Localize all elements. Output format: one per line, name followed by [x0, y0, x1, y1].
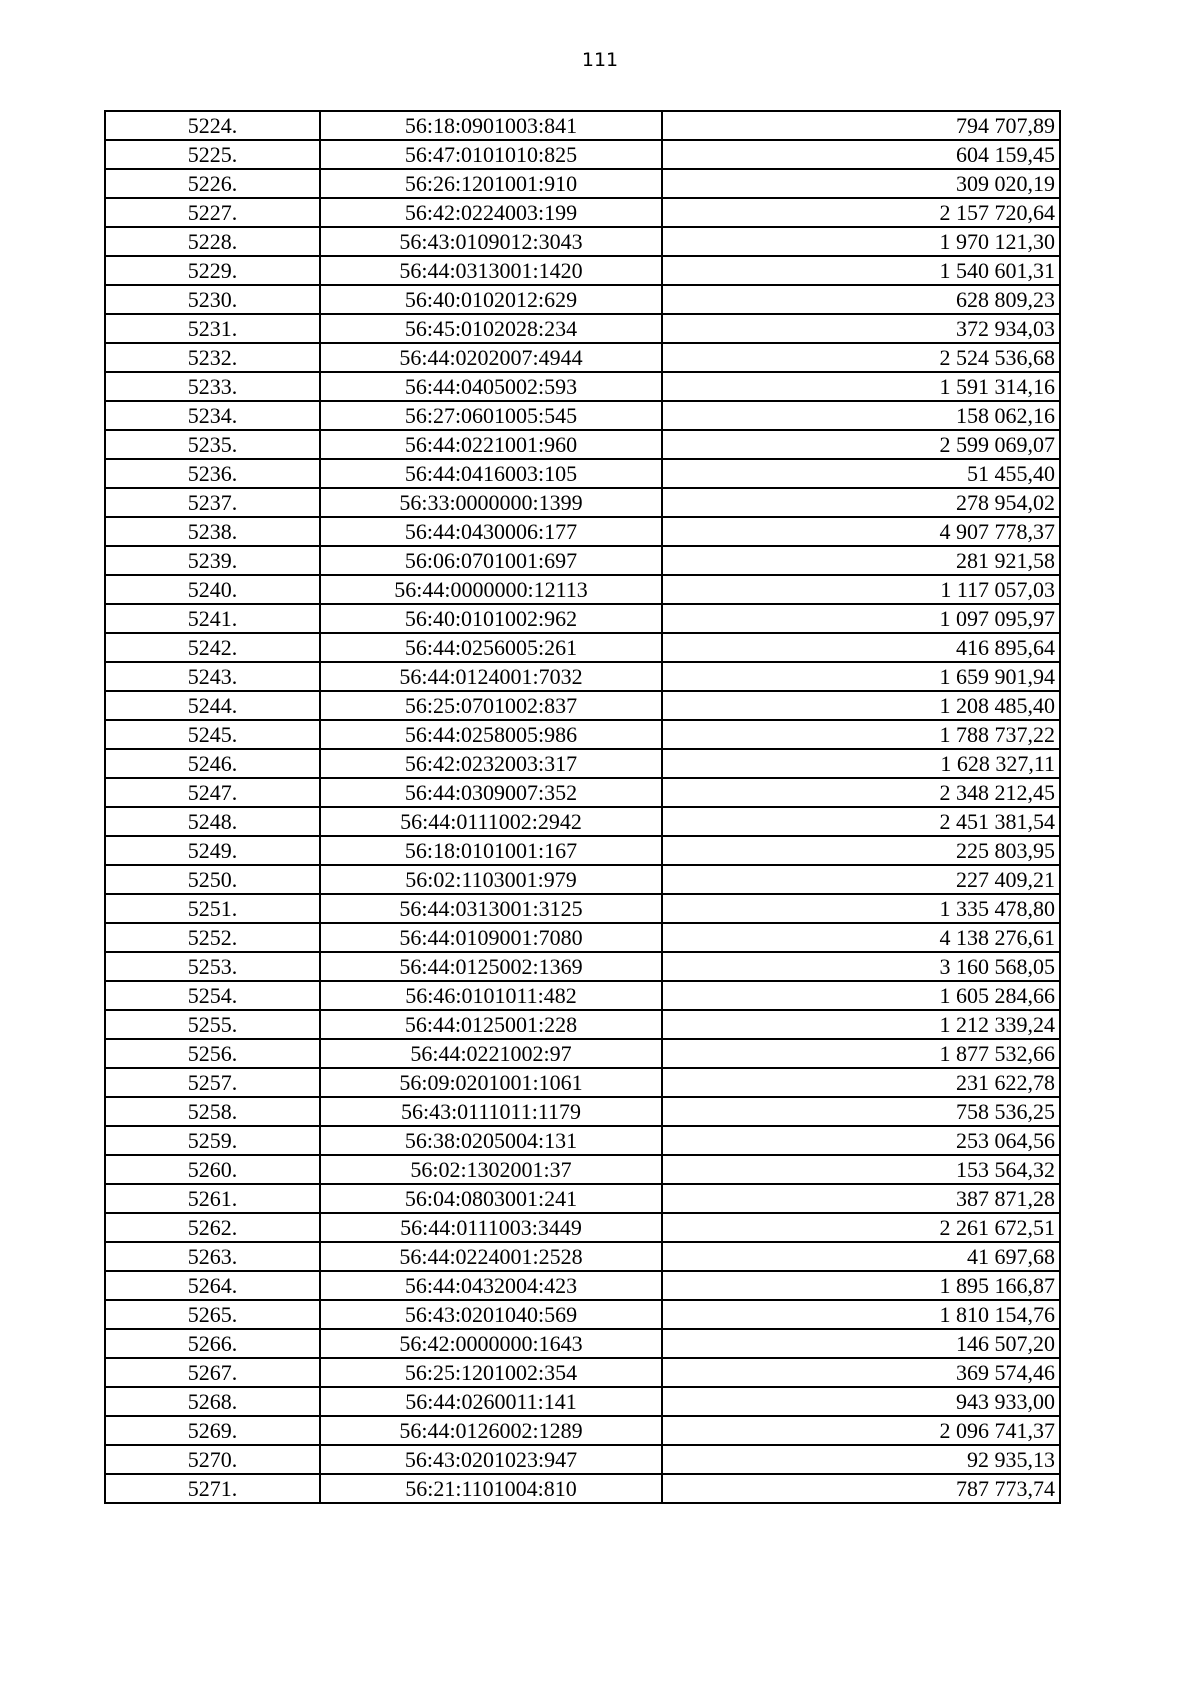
- row-number-cell: 5238.: [105, 517, 320, 546]
- row-number-cell: 5256.: [105, 1039, 320, 1068]
- row-number-cell: 5260.: [105, 1155, 320, 1184]
- cadastral-number-cell: 56:44:0221002:97: [320, 1039, 662, 1068]
- cadastral-value-cell: 2 524 536,68: [662, 343, 1060, 372]
- cadastral-number-cell: 56:44:0111003:3449: [320, 1213, 662, 1242]
- table-row: [105, 1416, 1060, 1445]
- table-row: [105, 720, 1060, 749]
- cadastral-value-cell: 372 934,03: [662, 314, 1060, 343]
- cadastral-number-cell: 56:44:0111002:2942: [320, 807, 662, 836]
- table-row: [105, 1213, 1060, 1242]
- table-row: [105, 1445, 1060, 1474]
- row-number-cell: 5254.: [105, 981, 320, 1010]
- cadastral-number-cell: 56:44:0126002:1289: [320, 1416, 662, 1445]
- cadastral-value-cell: 787 773,74: [662, 1474, 1060, 1503]
- cadastral-value-cell: 231 622,78: [662, 1068, 1060, 1097]
- row-number-cell: 5233.: [105, 372, 320, 401]
- row-number-cell: 5240.: [105, 575, 320, 604]
- cadastral-value-cell: 1 605 284,66: [662, 981, 1060, 1010]
- table-row: [105, 1039, 1060, 1068]
- row-number-cell: 5261.: [105, 1184, 320, 1213]
- cadastral-value-cell: 1 810 154,76: [662, 1300, 1060, 1329]
- cadastral-number-cell: 56:44:0202007:4944: [320, 343, 662, 372]
- cadastral-number-cell: 56:25:1201002:354: [320, 1358, 662, 1387]
- cadastral-value-cell: 253 064,56: [662, 1126, 1060, 1155]
- cadastral-number-cell: 56:44:0000000:12113: [320, 575, 662, 604]
- cadastral-value-cell: 1 212 339,24: [662, 1010, 1060, 1039]
- table-row: [105, 1126, 1060, 1155]
- row-number-cell: 5255.: [105, 1010, 320, 1039]
- row-number-cell: 5253.: [105, 952, 320, 981]
- row-number-cell: 5242.: [105, 633, 320, 662]
- cadastral-number-cell: 56:47:0101010:825: [320, 140, 662, 169]
- cadastral-number-cell: 56:44:0430006:177: [320, 517, 662, 546]
- cadastral-number-cell: 56:18:0101001:167: [320, 836, 662, 865]
- cadastral-value-cell: 1 628 327,11: [662, 749, 1060, 778]
- table-row: [105, 1184, 1060, 1213]
- table-row: [105, 836, 1060, 865]
- row-number-cell: 5259.: [105, 1126, 320, 1155]
- cadastral-number-cell: 56:02:1103001:979: [320, 865, 662, 894]
- table-row: [105, 140, 1060, 169]
- cadastral-number-cell: 56:44:0258005:986: [320, 720, 662, 749]
- table-row: [105, 662, 1060, 691]
- table-row: [105, 285, 1060, 314]
- table-row: [105, 1242, 1060, 1271]
- cadastral-number-cell: 56:44:0125002:1369: [320, 952, 662, 981]
- row-number-cell: 5245.: [105, 720, 320, 749]
- row-number-cell: 5246.: [105, 749, 320, 778]
- table-row: [105, 778, 1060, 807]
- cadastral-value-cell: 3 160 568,05: [662, 952, 1060, 981]
- table-row: [105, 1474, 1060, 1503]
- row-number-cell: 5225.: [105, 140, 320, 169]
- row-number-cell: 5230.: [105, 285, 320, 314]
- table-row: [105, 343, 1060, 372]
- cadastral-value-cell: 4 907 778,37: [662, 517, 1060, 546]
- cadastral-value-cell: 2 157 720,64: [662, 198, 1060, 227]
- table-row: [105, 1358, 1060, 1387]
- cadastral-number-cell: 56:44:0313001:1420: [320, 256, 662, 285]
- table-row: [105, 749, 1060, 778]
- table-body: [105, 111, 1060, 1503]
- row-number-cell: 5270.: [105, 1445, 320, 1474]
- cadastral-value-cell: 92 935,13: [662, 1445, 1060, 1474]
- table-row: [105, 198, 1060, 227]
- row-number-cell: 5247.: [105, 778, 320, 807]
- row-number-cell: 5235.: [105, 430, 320, 459]
- row-number-cell: 5226.: [105, 169, 320, 198]
- cadastral-number-cell: 56:25:0701002:837: [320, 691, 662, 720]
- cadastral-number-cell: 56:44:0432004:423: [320, 1271, 662, 1300]
- cadastral-value-cell: 1 970 121,30: [662, 227, 1060, 256]
- cadastral-number-cell: 56:40:0101002:962: [320, 604, 662, 633]
- table-row: [105, 1271, 1060, 1300]
- cadastral-number-cell: 56:44:0309007:352: [320, 778, 662, 807]
- table-row: [105, 1155, 1060, 1184]
- cadastral-number-cell: 56:33:0000000:1399: [320, 488, 662, 517]
- cadastral-value-cell: 51 455,40: [662, 459, 1060, 488]
- cadastral-value-cell: 387 871,28: [662, 1184, 1060, 1213]
- cadastral-value-cell: 1 117 057,03: [662, 575, 1060, 604]
- table-row: [105, 227, 1060, 256]
- cadastral-value-cell: 1 659 901,94: [662, 662, 1060, 691]
- cadastral-number-cell: 56:27:0601005:545: [320, 401, 662, 430]
- table-row: [105, 169, 1060, 198]
- row-number-cell: 5248.: [105, 807, 320, 836]
- row-number-cell: 5231.: [105, 314, 320, 343]
- row-number-cell: 5234.: [105, 401, 320, 430]
- row-number-cell: 5224.: [105, 111, 320, 140]
- row-number-cell: 5257.: [105, 1068, 320, 1097]
- table-row: [105, 488, 1060, 517]
- row-number-cell: 5251.: [105, 894, 320, 923]
- table-row: [105, 546, 1060, 575]
- cadastral-number-cell: 56:43:0201023:947: [320, 1445, 662, 1474]
- cadastral-number-cell: 56:42:0224003:199: [320, 198, 662, 227]
- cadastral-value-cell: 794 707,89: [662, 111, 1060, 140]
- table-row: [105, 865, 1060, 894]
- cadastral-number-cell: 56:44:0125001:228: [320, 1010, 662, 1039]
- cadastral-value-cell: 225 803,95: [662, 836, 1060, 865]
- cadastral-number-cell: 56:44:0260011:141: [320, 1387, 662, 1416]
- table-row: [105, 1068, 1060, 1097]
- cadastral-value-cell: 227 409,21: [662, 865, 1060, 894]
- table-row: [105, 604, 1060, 633]
- table-row: [105, 807, 1060, 836]
- cadastral-number-cell: 56:44:0256005:261: [320, 633, 662, 662]
- table-row: [105, 256, 1060, 285]
- cadastral-number-cell: 56:45:0102028:234: [320, 314, 662, 343]
- cadastral-value-cell: 1 895 166,87: [662, 1271, 1060, 1300]
- cadastral-value-cell: 281 921,58: [662, 546, 1060, 575]
- page-number: 111: [581, 49, 619, 71]
- table-row: [105, 1300, 1060, 1329]
- cadastral-number-cell: 56:43:0201040:569: [320, 1300, 662, 1329]
- cadastral-value-cell: 146 507,20: [662, 1329, 1060, 1358]
- row-number-cell: 5262.: [105, 1213, 320, 1242]
- cadastral-value-cell: 1 208 485,40: [662, 691, 1060, 720]
- cadastral-value-cell: 369 574,46: [662, 1358, 1060, 1387]
- cadastral-value-cell: 158 062,16: [662, 401, 1060, 430]
- table-row: [105, 633, 1060, 662]
- row-number-cell: 5237.: [105, 488, 320, 517]
- cadastral-value-cell: 1 877 532,66: [662, 1039, 1060, 1068]
- table-row: [105, 1387, 1060, 1416]
- cadastral-value-cell: 2 261 672,51: [662, 1213, 1060, 1242]
- cadastral-number-cell: 56:38:0205004:131: [320, 1126, 662, 1155]
- cadastral-value-table: [104, 110, 1061, 1504]
- cadastral-number-cell: 56:44:0124001:7032: [320, 662, 662, 691]
- cadastral-value-cell: 309 020,19: [662, 169, 1060, 198]
- cadastral-number-cell: 56:21:1101004:810: [320, 1474, 662, 1503]
- cadastral-value-cell: 2 599 069,07: [662, 430, 1060, 459]
- table-row: [105, 1329, 1060, 1358]
- cadastral-number-cell: 56:44:0416003:105: [320, 459, 662, 488]
- cadastral-value-cell: 1 097 095,97: [662, 604, 1060, 633]
- cadastral-number-cell: 56:42:0000000:1643: [320, 1329, 662, 1358]
- cadastral-number-cell: 56:43:0109012:3043: [320, 227, 662, 256]
- row-number-cell: 5267.: [105, 1358, 320, 1387]
- table-row: [105, 517, 1060, 546]
- cadastral-number-cell: 56:44:0224001:2528: [320, 1242, 662, 1271]
- table-row: [105, 459, 1060, 488]
- table-row: [105, 691, 1060, 720]
- cadastral-value-cell: 41 697,68: [662, 1242, 1060, 1271]
- row-number-cell: 5239.: [105, 546, 320, 575]
- cadastral-value-cell: 2 096 741,37: [662, 1416, 1060, 1445]
- cadastral-number-cell: 56:04:0803001:241: [320, 1184, 662, 1213]
- table-row: [105, 1010, 1060, 1039]
- cadastral-number-cell: 56:43:0111011:1179: [320, 1097, 662, 1126]
- cadastral-value-cell: 2 451 381,54: [662, 807, 1060, 836]
- cadastral-value-cell: 153 564,32: [662, 1155, 1060, 1184]
- row-number-cell: 5229.: [105, 256, 320, 285]
- row-number-cell: 5249.: [105, 836, 320, 865]
- row-number-cell: 5271.: [105, 1474, 320, 1503]
- row-number-cell: 5269.: [105, 1416, 320, 1445]
- cadastral-number-cell: 56:02:1302001:37: [320, 1155, 662, 1184]
- cadastral-value-cell: 1 591 314,16: [662, 372, 1060, 401]
- row-number-cell: 5258.: [105, 1097, 320, 1126]
- table-row: [105, 372, 1060, 401]
- cadastral-number-cell: 56:44:0221001:960: [320, 430, 662, 459]
- table-row: [105, 430, 1060, 459]
- row-number-cell: 5236.: [105, 459, 320, 488]
- cadastral-value-cell: 278 954,02: [662, 488, 1060, 517]
- row-number-cell: 5227.: [105, 198, 320, 227]
- table-row: [105, 923, 1060, 952]
- cadastral-number-cell: 56:18:0901003:841: [320, 111, 662, 140]
- cadastral-value-cell: 1 540 601,31: [662, 256, 1060, 285]
- cadastral-number-cell: 56:44:0313001:3125: [320, 894, 662, 923]
- row-number-cell: 5268.: [105, 1387, 320, 1416]
- table-row: [105, 575, 1060, 604]
- cadastral-number-cell: 56:44:0109001:7080: [320, 923, 662, 952]
- cadastral-number-cell: 56:09:0201001:1061: [320, 1068, 662, 1097]
- cadastral-number-cell: 56:40:0102012:629: [320, 285, 662, 314]
- row-number-cell: 5250.: [105, 865, 320, 894]
- cadastral-value-cell: 416 895,64: [662, 633, 1060, 662]
- cadastral-number-cell: 56:44:0405002:593: [320, 372, 662, 401]
- cadastral-number-cell: 56:46:0101011:482: [320, 981, 662, 1010]
- cadastral-value-cell: 2 348 212,45: [662, 778, 1060, 807]
- table-row: [105, 981, 1060, 1010]
- row-number-cell: 5228.: [105, 227, 320, 256]
- cadastral-number-cell: 56:42:0232003:317: [320, 749, 662, 778]
- row-number-cell: 5263.: [105, 1242, 320, 1271]
- row-number-cell: 5241.: [105, 604, 320, 633]
- row-number-cell: 5264.: [105, 1271, 320, 1300]
- cadastral-number-cell: 56:26:1201001:910: [320, 169, 662, 198]
- row-number-cell: 5266.: [105, 1329, 320, 1358]
- table-row: [105, 314, 1060, 343]
- table-row: [105, 1097, 1060, 1126]
- cadastral-number-cell: 56:06:0701001:697: [320, 546, 662, 575]
- cadastral-value-cell: 1 788 737,22: [662, 720, 1060, 749]
- row-number-cell: 5243.: [105, 662, 320, 691]
- cadastral-value-cell: 4 138 276,61: [662, 923, 1060, 952]
- cadastral-value-cell: 758 536,25: [662, 1097, 1060, 1126]
- table-row: [105, 401, 1060, 430]
- row-number-cell: 5244.: [105, 691, 320, 720]
- table-row: [105, 894, 1060, 923]
- row-number-cell: 5265.: [105, 1300, 320, 1329]
- row-number-cell: 5252.: [105, 923, 320, 952]
- row-number-cell: 5232.: [105, 343, 320, 372]
- cadastral-value-cell: 943 933,00: [662, 1387, 1060, 1416]
- cadastral-value-cell: 628 809,23: [662, 285, 1060, 314]
- table-row: [105, 111, 1060, 140]
- cadastral-value-cell: 604 159,45: [662, 140, 1060, 169]
- table-row: [105, 952, 1060, 981]
- cadastral-value-cell: 1 335 478,80: [662, 894, 1060, 923]
